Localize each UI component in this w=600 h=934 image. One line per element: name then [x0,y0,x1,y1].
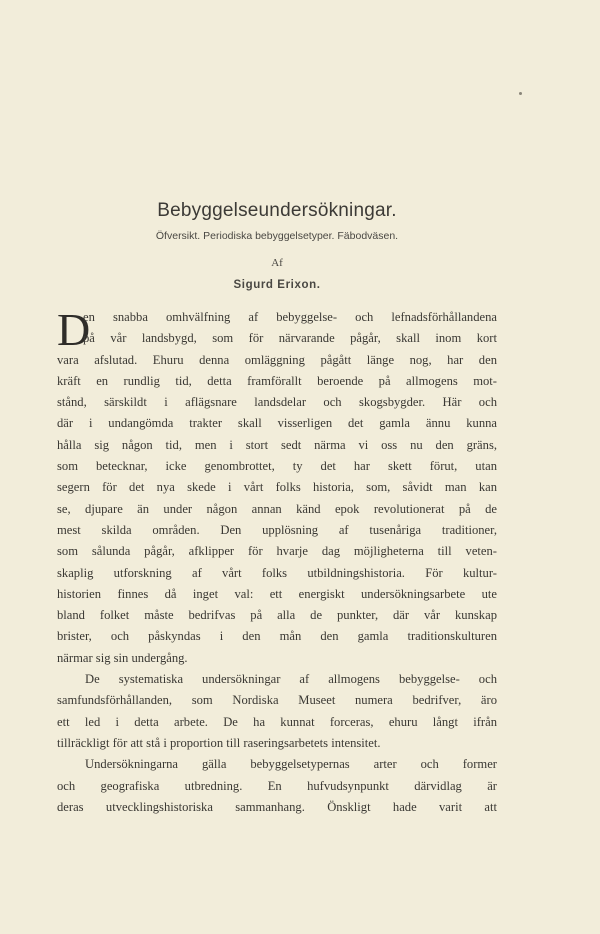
text-line: och geografiska utbredning. En hufvudsynpunkt därvidlag är [57,778,497,793]
text-line: segern för det nya skede i vårt folks historia, som, såvidt man kan [57,480,497,495]
text-line: historien finnes då inget val: ett energiskt undersökningsarbete ute [57,586,497,601]
text-line: Undersökningarna gälla bebyggelsetypernas arter och former [85,757,497,772]
text-line: där i undangömda trakter skall visserligen det gamla ännu kunna [57,416,497,431]
text-line: tillräckligt för att stå i proportion till raseringsarbetets intensitet. [57,735,381,750]
text-line: stånd, särskildt i aflägsnare landsdelar och skogsbygder. Här och [57,395,497,410]
text-line: kräft en rundlig tid, detta framförallt beroende på allmogens mot- [57,373,497,388]
text-line: samfundsförhållanden, som Nordiska Museet numera bedrifver, äro [57,693,497,708]
article-subtitle: Öfversikt. Periodiska bebyggelsetyper. Fäbodväsen. [155,230,399,242]
text-line: som sålunda pågår, afklipper för hvarje dag möjligheterna till veten- [57,544,497,559]
scan-speck [519,92,522,95]
body-text [57,304,497,818]
text-line: en snabba omhvälfning af bebyggelse- och lefnadsförhållandena [83,310,497,324]
text-line: De systematiska undersökningar af allmogens bebyggelse- och [85,672,497,687]
text-line: närmar sig sin undergång. [57,650,188,665]
text-line: hålla sig någon tid, men i stort sedt närma vi oss nu den gräns, [57,437,497,452]
article-title: Bebyggelseundersökningar. [157,200,397,221]
text-line: bland folket måste bedrifvas på alla de punkter, där vår kunskap [57,608,497,623]
text-line: vara afslutad. Ehuru denna omläggning pågått länge nog, har den [57,352,497,367]
drop-cap: D [57,304,91,355]
text-line: skaplig utforskning af vårt folks utbildningshistoria. För kultur- [57,565,497,580]
text-line: se, djupare än under någon annan känd epok revolutionerat på de [57,501,497,516]
author-name: Sigurd Erixon. [233,279,321,291]
text-line: som betecknar, icke genombrottet, ty det har skett förut, utan [57,459,497,474]
text-line: ett led i detta arbete. De ha kunnat forceras, ehuru långt ifrån [57,714,497,729]
text-line: mest skilda områden. Den upplösning af tusenåriga traditioner, [57,522,497,537]
text-line: deras utvecklingshistoriska sammanhang. Önskligt hade varit att [57,799,497,814]
byline-prefix: Af [271,257,283,269]
text-line: brister, och påskyndas i den mån den gamla traditionskulturen [57,629,497,644]
text-line: på vår landsbygd, som för närvarande pågår, skall inom kort [83,331,497,346]
